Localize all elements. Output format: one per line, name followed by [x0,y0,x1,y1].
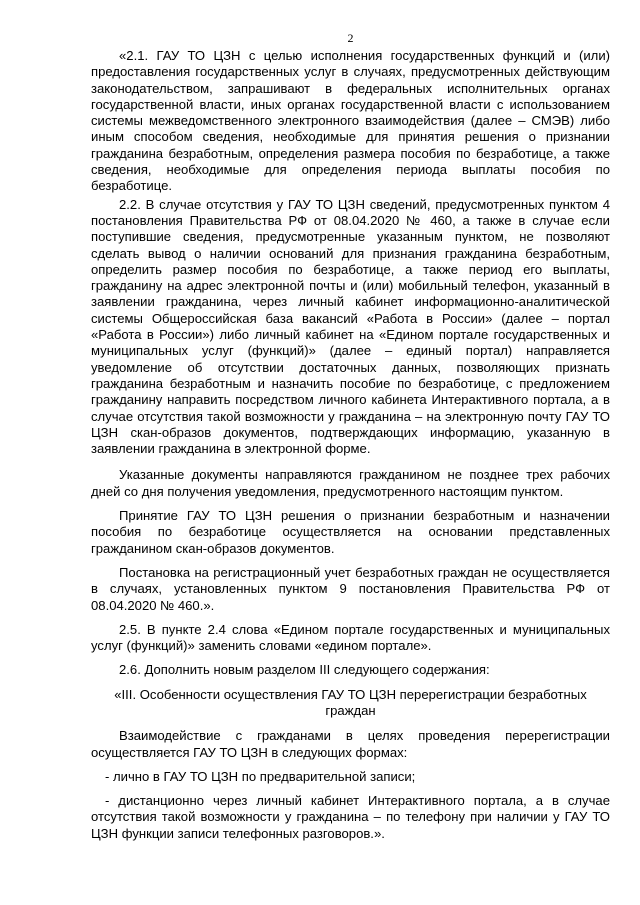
paragraph-2-1: «2.1. ГАУ ТО ЦЗН с целью исполнения государственных функций и (или) предоставления государственных услуг в случаях, предусмотренных действующим законодательством, запрашивают в федеральных исполнительных органах государственной власти, иных органах государственной власти с использованием системы межведомственного электронного взаимодействия (далее – СМЭВ) либо иным способом сведения, необходимые для принятия решения о признании гражданина безработным, определения размера пособия по безработице, а также сведения, необходимые для определения периода выплаты пособия по безработице. [91,48,610,194]
paragraph-documents-deadline: Указанные документы направляются гражданином не позднее трех рабочих дней со дня получения уведомления, предусмотренного настоящим пунктом. [91,467,610,499]
paragraph-2-2: 2.2. В случае отсутствия у ГАУ ТО ЦЗН сведений, предусмотренных пунктом 4 постановления Правительства РФ от 08.04.2020 № 460, а также в случае если поступившие сведения, предусмотренные указанным пунктом, не позволяют сделать вывод о наличии оснований для признания гражданина безработным, определить размер пособия по безработице, а также период его выплаты, гражданину на адрес электронной почты и (или) мобильный телефон, указанный в заявлении гражданина, через личный кабинет информационно-аналитической системы Общероссийская база вакансий «Работа в России» (далее – портал «Работа в России») либо личный кабинет на «Едином портале государственных и муниципальных услуг (функций)» (далее – единый портал) направляется уведомление об отсутствии достаточных данных, позволяющих признать гражданина безработным и назначить пособие по безработице, с предложением гражданину направить посредством личного кабинета Интерактивного портала, а в случае отсутствия такой возможности у гражданина – на электронную почту ГАУ ТО ЦЗН скан-образов документов, подтверждающих информацию, указанную в заявлении гражданина в электронной форме. [91,196,610,457]
page-number: 2 [347,31,354,45]
list-item-remote: - дистанционно через личный кабинет Интерактивного портала, а в случае отсутствия такой возможности у гражданина – по телефону при наличии у ГАУ ТО ЦЗН функции записи телефонных разговоров.». [91,793,610,841]
paragraph-interaction: Взаимодействие с гражданами в целях проведения перерегистрации осуществляется ГАУ ТО ЦЗН в следующих формах: [91,728,610,760]
paragraph-registration: Постановка на регистрационный учет безработных граждан не осуществляется в случаях, установленных пунктом 9 постановления Правительства РФ от 08.04.2020 № 460.». [91,564,610,613]
list-item-in-person: - лично в ГАУ ТО ЦЗН по предварительной записи; [105,768,416,784]
section-heading: «III. Особенности осуществления ГАУ ТО ЦЗН перерегистрации безработных граждан [114,686,587,718]
paragraph-2-5: 2.5. В пункте 2.4 слова «Едином портале государственных и муниципальных услуг (функций)» заменить словами «едином портале». [91,621,610,654]
paragraph-2-6: 2.6. Дополнить новым разделом III следующего содержания: [119,662,490,678]
paragraph-decision: Принятие ГАУ ТО ЦЗН решения о признании безработным и назначении пособия по безработице осуществляется на основании представленных гражданином скан-образов документов. [91,508,610,556]
